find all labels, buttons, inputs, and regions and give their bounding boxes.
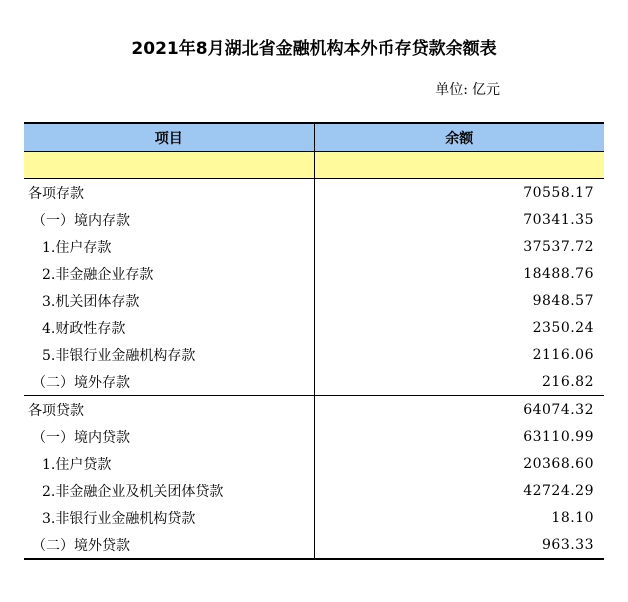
row-label: 各项贷款 <box>24 396 314 424</box>
row-label: 3.非银行业金融机构贷款 <box>24 504 314 531</box>
row-label: 4.财政性存款 <box>24 314 314 341</box>
table-row <box>24 368 604 396</box>
row-label: 2.非金融企业存款 <box>24 260 314 287</box>
column-header-item: 项目 <box>24 123 314 152</box>
table-row <box>24 341 604 368</box>
row-label: 各项存款 <box>24 179 314 207</box>
balance-table <box>24 122 604 560</box>
row-label: 1.住户贷款 <box>24 450 314 477</box>
row-value: 216.82 <box>542 373 594 390</box>
row-value: 2350.24 <box>532 319 594 336</box>
row-value: 70558.17 <box>523 184 594 201</box>
row-label: 1.住户存款 <box>24 233 314 260</box>
row-value: 63110.99 <box>523 428 594 445</box>
row-label: （一）境内贷款 <box>24 423 314 450</box>
row-label: （一）境内存款 <box>24 206 314 233</box>
table-row <box>24 206 604 233</box>
unit-note <box>435 80 500 100</box>
row-label: （二）境外贷款 <box>24 531 314 559</box>
row-value: 42724.29 <box>523 482 594 499</box>
table-row <box>24 260 604 287</box>
row-value: 18488.76 <box>523 265 594 282</box>
table-row <box>24 504 604 531</box>
column-header-balance: 余额 <box>314 123 604 152</box>
table-row <box>24 531 604 559</box>
table-subheader-row <box>24 152 604 179</box>
table-row <box>24 314 604 341</box>
row-label: 5.非银行业金融机构存款 <box>24 341 314 368</box>
table-row <box>24 423 604 450</box>
table-row <box>24 477 604 504</box>
page-title: 2021年8月湖北省金融机构本外币存贷款余额表 <box>131 39 497 59</box>
row-value: 2116.06 <box>532 346 594 363</box>
table-row <box>24 179 604 207</box>
subheader-cell <box>24 152 314 179</box>
row-value: 64074.32 <box>314 396 604 424</box>
row-label: 2.非金融企业及机关团体贷款 <box>24 477 314 504</box>
row-value: 18.10 <box>551 509 594 526</box>
row-label: 3.机关团体存款 <box>24 287 314 314</box>
row-value: 20368.60 <box>523 455 594 472</box>
table-header-row <box>24 123 604 152</box>
row-value: 9848.57 <box>532 292 594 309</box>
table-row <box>24 396 604 424</box>
table-row <box>24 450 604 477</box>
row-value: 963.33 <box>314 531 604 559</box>
unit-value: 亿元 <box>472 82 500 98</box>
subheader-cell <box>314 152 604 179</box>
unit-label: 单位: <box>435 82 468 98</box>
row-value: 70341.35 <box>523 211 594 228</box>
table-row <box>24 233 604 260</box>
row-label: （二）境外存款 <box>24 368 314 396</box>
table-row <box>24 287 604 314</box>
row-value: 37537.72 <box>523 238 594 255</box>
